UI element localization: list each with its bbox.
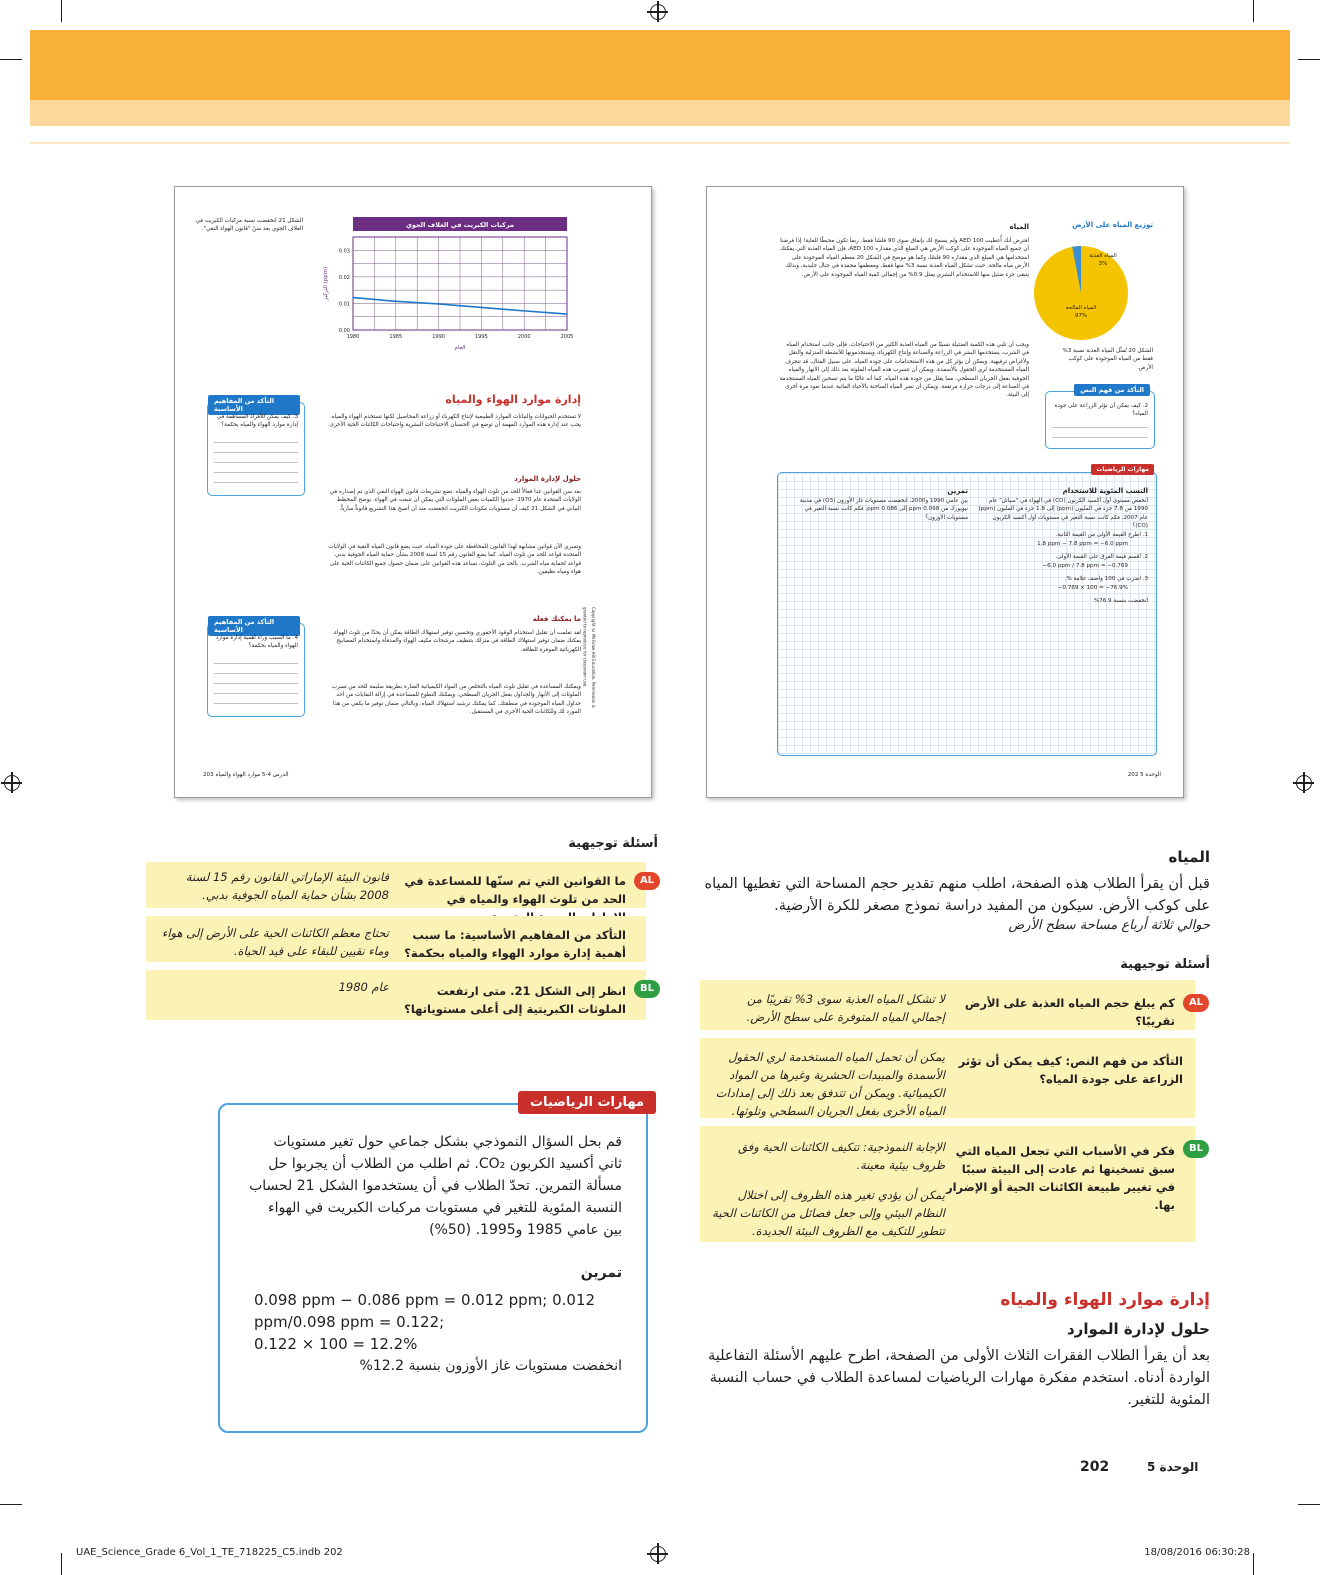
sulfur-chart-svg [317,217,579,352]
reading-check-tag: التأكد من فهم النص [1074,384,1150,396]
water-paragraph-1: افترض أنك أُعطيت AED 100 ولم يسمح لك بإنفاق سوى 90 فلسًا فقط. ربما تكون محبطًا للغاية! إذا فرضنا أن جميع المياه الموجودة على كوكب الأرض هي المبلغ الذي مقداره AED 100، فإن المياه العذبة التي يمكنك استخدامها هي المبلغ الذي مقداره 90 فلسًا، وكما هو موضح في الشكل 20 معظم المياه الموجودة على الأرض مياه مالحة. حيث تشكل المياه العذبة نسبة 3% منها فقط. ومعظمها مجمدة في جبال جليدية، وبذلك يتبقى جزء ضئيل منها للاستخدام البشري يمثل 0.9% من إجمالي كمية المياه الموجودة على الأرض. [780,238,1029,278]
step-1: 1. اطرح القيمة الأولى من القيمة الثانية. [1055,532,1148,538]
answer-lines [214,433,298,483]
salt-water-label: المياه المالحة [1065,305,1097,311]
water-pie-svg [1033,235,1133,345]
math-skills-tag: مهارات الرياضيات [518,1091,656,1114]
badge-bl: BL [634,980,660,998]
practice-line-1: 0.098 ppm − 0.086 ppm = 0.012 ppm; 0.012 [254,1291,596,1309]
guiding-answer: تحتاج معظم الكائنات الحية على الأرض إلى هواء وماء نقيين للبقاء على قيد الحياة. [161,926,389,958]
chart-data-point [438,303,440,305]
registration-mark-icon [4,775,20,791]
math-skills-mini [777,466,1157,756]
guiding-row-bl [700,1126,1203,1242]
guiding-question: التأكد من فهم النص: كيف يمكن أن تؤثر الزراعة على جودة المياه؟ [958,1054,1183,1086]
chart-data-point [566,313,568,315]
concept-check-4 [207,618,305,717]
guiding-row-reading-check [700,1038,1195,1118]
step-result: انخفضت بنسبة 76.9% [1093,598,1148,604]
guiding-answer-extra: يمكن أن يؤدي تغير هذه الظروف إلى اختلال النظام البيئي وإلى جعل فصائل من الكائنات الحية تتطور للتكيف مع الظروف البيئة الجديدة. [712,1188,945,1238]
water-heading: المياه [1168,848,1210,866]
figure-21-caption: الشكل 21 انخفضت نسبة مركبات الكبريت في الغلاف الجوي بعد سنّ "قانون الهواء النقي". [195,218,303,233]
paragraph-water-pollution: ويمكنك المساعدة في تقليل تلوث المياه بالتخلص من المواد الكيميائية الضارة بطريقة سليمة للحد من تسرب الملوثات إلى الأنهار والجداول بفعل الجريان السطحي. ويمكنك التطوع للمساعدة في إزالة النفايات من أحد جداول المياه الموجودة في منطقتك. كما يمكنك ترشيد استهلاك المياه. وبالتالي ضمان توفير ما يكفي من هذا المورد لك وللكائنات الحية الأخرى في المستقبل. [331,684,581,716]
crop-mark [1298,1504,1320,1505]
crop-mark [0,59,22,60]
header-band-light [30,100,1290,126]
chart-x-tick-label: 2005 [560,334,574,340]
answer-lines [214,654,298,704]
manage-subtitle: حلول لإدارة الموارد [1066,1320,1210,1338]
chart-x-tick-label: 2000 [517,334,531,340]
concept-check-question: 3. كيف يمكن للأفراد المساهمة في إدارة موارد الهواء والمياه بحكمة؟ [216,414,298,429]
water-paragraph-2: ويجب أن تلبي هذه الكمية الضئيلة نسبيًا من المياه العذبة الكثير من الاحتياجات. فإلى جانب استخدام المياه في الشرب، يستخدمها البشر في الزراعة والصناعة وإنتاج الكهرباء، ويستخدمونها للأنشطة المنزلية والنقل ولأغراض ترفيهية. ويمكن أن يؤثر كل من هذه الاستخدامات على جودة المياه. على سبيل المثال، قد تنجرف المياه المستخدمة لري الحقول بالأسمدة. ويمكن أن تتسرب هذه المياه الملوثة بعد ذلك إلى الأنهار والمياه الجوفية بفعل الجريان السطحي. مما يقلل من جودة هذه المياه. كما أنه غالبًا ما يتم تسخين المياه المستخدمة في الصناعة إلى درجات حرارة مرتفعة. ويمكن أن تضر المياه الساخنة بالأحياء المائية عندما تعود مرة أخرى إلى البيئة. [779,342,1029,399]
guiding-row-al [146,862,655,908]
chart-x-tick-label: 1980 [346,334,360,340]
step-2-calc: −6.0 ppm / 7.8 ppm = −0.769 [1042,563,1128,569]
chart-data-point [395,301,397,303]
registration-mark-icon [650,1546,666,1562]
badge-al: AL [1183,994,1209,1012]
water-pie-chart [1033,235,1133,345]
chart-data-point [352,297,354,299]
manage-body: بعد أن يقرأ الطلاب الفقرات الثلاث الأولى من الصفحة، اطرح عليهم الأسئلة التفاعلية الواردة أدناه. استخدم مفكرة مهارات الرياضيات لمساعدة الطلاب في حساب النسبة المئوية للتغير. [707,1348,1210,1408]
chart-data-point [523,310,525,312]
paragraph-laws: بعد سن القوانين غدا فعالاً للحد من تلوث الهواء والمياه. تضع تشريعات قانون الهواء النقي الذي تم إصداره في الولايات المتحدة عام 1970. حددوا الكميات بعض الملوثات التي يمكن أن تنبعث في الهواء. يوضح المخطط البياني في الشكل 21 كيف أن مستويات مكونات الكبريت انخفضت منذ أن أصبح هذا التشريع قانوناً سارياً. [329,489,581,512]
chart-x-axis-label: العام [454,345,466,351]
copyright-note: Copyright © McGraw-Hill Education. Permission is granted to reproduce for classroom use. [582,607,596,708]
guiding-answer: لا تشكل المياه العذبة سوى 3% تقريبًا من إجمالي المياه المتوفرة على سطح الأرض. [746,992,945,1024]
guiding-row-concept-check [146,916,646,962]
answer-lines [1052,418,1148,438]
badge-al: AL [634,872,660,890]
practice-heading-mini: تمرين [947,487,968,495]
practice-body-mini: بين عامي 1990 و2000، انخفضت مستويات غاز الأوزون (O3) في مدينة نيويورك من 0.098 ppm إلى 0.086 ppm. فكم كانت نسبة التغير في مستويات الأوزون؟ [799,498,968,521]
paragraph-energy: لقد تعلمت أن تقليل استخدام الوقود الأحفوري وتحسين توفير استهلاك الطاقة يمكن أن يحدّا من تلوث الهواء. يمكنك ضمان توفير استهلاك الطاقة في منزلك بتنظيف مرشحات مكيف الهواء والمدفأة واستخدام المصابيح الكهربائية الموفرة للطاقة. [332,630,581,653]
footer-page-number: 202 [1080,1459,1110,1475]
slug-date: 18/08/2016 06:30:28 [1144,1547,1250,1558]
math-skills-body: قم بحل السؤال النموذجي بشكل جماعي حول تغير مستويات ثاني أكسيد الكربون CO₂. ثم اطلب من الطلاب أن يجربوا حل مسألة التمرين. تحدّ الطلاب في أن يستخدموا الشكل 21 لحساب النسبة المئوية للتغير في مستويات مركبات الكبريت في الهواء بين عامي 1985 و1995. (50%) [249,1134,622,1238]
step-3-calc: −0.769 × 100 = −76.9% [1057,585,1128,591]
fresh-water-label: المياه العذبة [1089,253,1117,259]
page-footer: 203 الدرس 4-5 موارد الهواء والمياه [203,772,289,778]
page-footer [1080,1459,1210,1475]
chart-y-tick-label: 0.01 [338,301,350,308]
slug-file: UAE_Science_Grade 6_Vol_1_TE_718225_C5.indb 202 [76,1547,343,1558]
chart-y-tick-label: 0.03 [338,248,350,255]
registration-mark-icon [1296,775,1312,791]
chart-y-tick-label: 0.00 [338,328,350,334]
chart-y-tick-label: 0.02 [338,274,350,281]
figure-20-caption: الشكل 20 تُمثّل المياه العذبة نسبة 3% فقط من المياه الموجودة على كوكب الأرض. [1062,348,1153,371]
footer-unit: الوحدة 5 [1146,1460,1199,1474]
header-divider [30,142,1290,144]
chart-title: مركبات الكبريت في الغلاف الجوي [405,221,515,229]
crop-mark [1253,0,1254,22]
guiding-answer: يمكن أن تحمل المياه المستخدمة لري الحقول الأسمدة والمبيدات الحشرية وغيرها من المواد الكيميائية. ويمكن أن تتدفق بعد ذلك إلى إمدادات المياه الأخرى بفعل الجريان السطحي وتلوثها. [715,1050,945,1118]
chart-y-axis-label: التركيز (ppm) [323,266,329,301]
registration-mark-icon [650,4,666,20]
manage-title: إدارة موارد الهواء والمياه [1000,1290,1210,1310]
percent-body: انخفض مستوى أول أكسيد الكربون (CO) في الهواء في "سياتل" عام 1990 من 7.8 جزء في المليون (ppm) إلى 1.8 جزء في المليون (ppm) عام 2007. فكم كانت نسبة التغير في مستويات أول أكسيد الكربون (CO)؟ [978,498,1148,530]
subheading-what-you-can-do: ما يمكنك فعله [532,615,581,623]
sulfur-chart [317,217,579,352]
concept-check-3 [207,397,305,496]
intro-paragraph: لا تستخدم الحيوانات والنباتات الموارد الطبيعية لإنتاج الكهرباء أو زراعة المحاصيل لكنها تستخدم الهواء والمياه. يجب عند إدارة هذه الموارد المهمة أن توضع في الحسبان الاحتياجات البشرية واحتياجات الكائنات الحية الأخرى. [327,414,581,429]
guiding-row-bl [146,970,654,1020]
guiding-question: كم يبلغ حجم المياه العذبة على الأرض تقريبًا؟ [964,996,1175,1028]
guiding-answer: الإجابة النموذجية: تتكيف الكائنات الحية وفق ظروف بيئية معينة. [738,1140,945,1172]
reading-check-2 [1045,386,1155,449]
water-body: قبل أن يقرأ الطلاب هذه الصفحة، اطلب منهم تقدير حجم المساحة التي تغطيها المياه على كوكب الأرض. سيكون من المفيد دراسة نموذج مصغر للكرة الأرضية. [704,876,1210,914]
pie-title: توزيع المياه على الأرض [1072,221,1153,229]
practice-answer: انخفضت مستويات غاز الأوزون بنسبة 12.2% [359,1358,622,1374]
student-page-202 [706,186,1184,798]
subheading-solutions: حلول لإدارة الموارد [514,475,581,483]
crop-mark [1298,59,1320,60]
section-title: إدارة موارد الهواء والمياه [445,393,581,406]
concept-check-tag: التأكد من المفاهيم الأساسية [208,616,300,636]
guiding-questions-heading: أسئلة توجيهية [568,836,658,851]
guiding-question: انظر إلى الشكل 21. متى ارتفعت الملوثات الكبريتية إلى أعلى مستوياتها؟ [404,984,626,1016]
salt-water-value: 97% [1074,313,1088,319]
practice-line-2: ppm/0.098 ppm = 0.122; [254,1313,445,1331]
guiding-question: فكر في الأسباب التي تجعل المياه التي سبق تسخينها ثم عادت إلى البيئة سببًا في تغيير طبيعة الكائنات الحية أو الإضرار بها. [945,1144,1175,1212]
reading-check-question: 2. كيف يمكن أن تؤثر الزراعة على جودة المياه؟ [1054,403,1148,418]
water-heading: المياه [1009,223,1029,231]
fresh-water-value: 3% [1098,261,1108,267]
concept-check-tag: التأكد من المفاهيم الأساسية [208,395,300,415]
guiding-question: ما القوانين التي تم سنّها للمساعدة في الحد من تلوث الهواء والمياه في [404,874,626,906]
page-footer: 202 الوحدة 5 [1127,772,1161,778]
guiding-questions-heading: أسئلة توجيهية [1120,957,1210,972]
chart-x-tick-label: 1990 [432,334,445,340]
chart-x-tick-label: 1985 [389,334,403,340]
guiding-answer: قانون البيئة الإماراتي القانون رقم 15 لسنة 2008 بشأن حماية المياه الجوفية بدبي. [185,870,389,902]
header-band [30,30,1290,100]
crop-mark [1253,1553,1254,1575]
chart-data-point [481,307,483,309]
step-2: 2. اقسم قيمة الفرق على القيمة الأولى. [1055,554,1148,560]
chart-x-tick-label: 1995 [475,334,488,340]
practice-line-3: 0.122 × 100 = 12.2% [254,1335,418,1353]
guiding-answer: عام 1980 [338,980,389,994]
practice-label: تمرين [580,1265,622,1281]
crop-mark [61,0,62,22]
water-answer: حوالي ثلاثة أرباع مساحة سطح الأرض [1008,918,1210,933]
crop-mark [61,1553,62,1575]
percent-heading: النسب المئوية للاستخدام [1062,487,1148,495]
guiding-question: التأكد من المفاهيم الأساسية: ما سبب أهمية إدارة موارد الهواء والمياه بحكمة؟ [404,928,626,960]
concept-check-question: 4. ما السبب وراء أهمية إدارة موارد الهواء والمياه بحكمة؟ [215,635,298,650]
math-skills-mini-tag: مهارات الرياضيات [1091,464,1154,475]
math-skills-box [218,1095,648,1433]
step-1-calc: 1.8 ppm − 7.8 ppm = −6.0 ppm [1037,541,1128,547]
paragraph-water-laws: وتسري الآن قوانين مشابهة لهذا القانون للمحافظة على جودة المياه. حيث يضع قانون المياه النقية في الولايات المتحدة قواعد للحد من تلوث المياه. كما يضع القانون رقم 15 لسنة 2008 بشأن حماية المياه الجوفية بدبي قواعد لحماية مياه الشرب. بالحد من التلوث، تساعد هذه القوانين على ضمان حصول جميع الكائنات الحية على هواء ومياه نظيفين. [328,544,581,576]
guiding-row-al [700,980,1204,1030]
badge-bl: BL [1183,1140,1209,1158]
student-page-203 [174,186,652,798]
step-3: 3. اضرب في 100 واضف علامة %. [1064,576,1148,582]
crop-mark [0,1504,22,1505]
